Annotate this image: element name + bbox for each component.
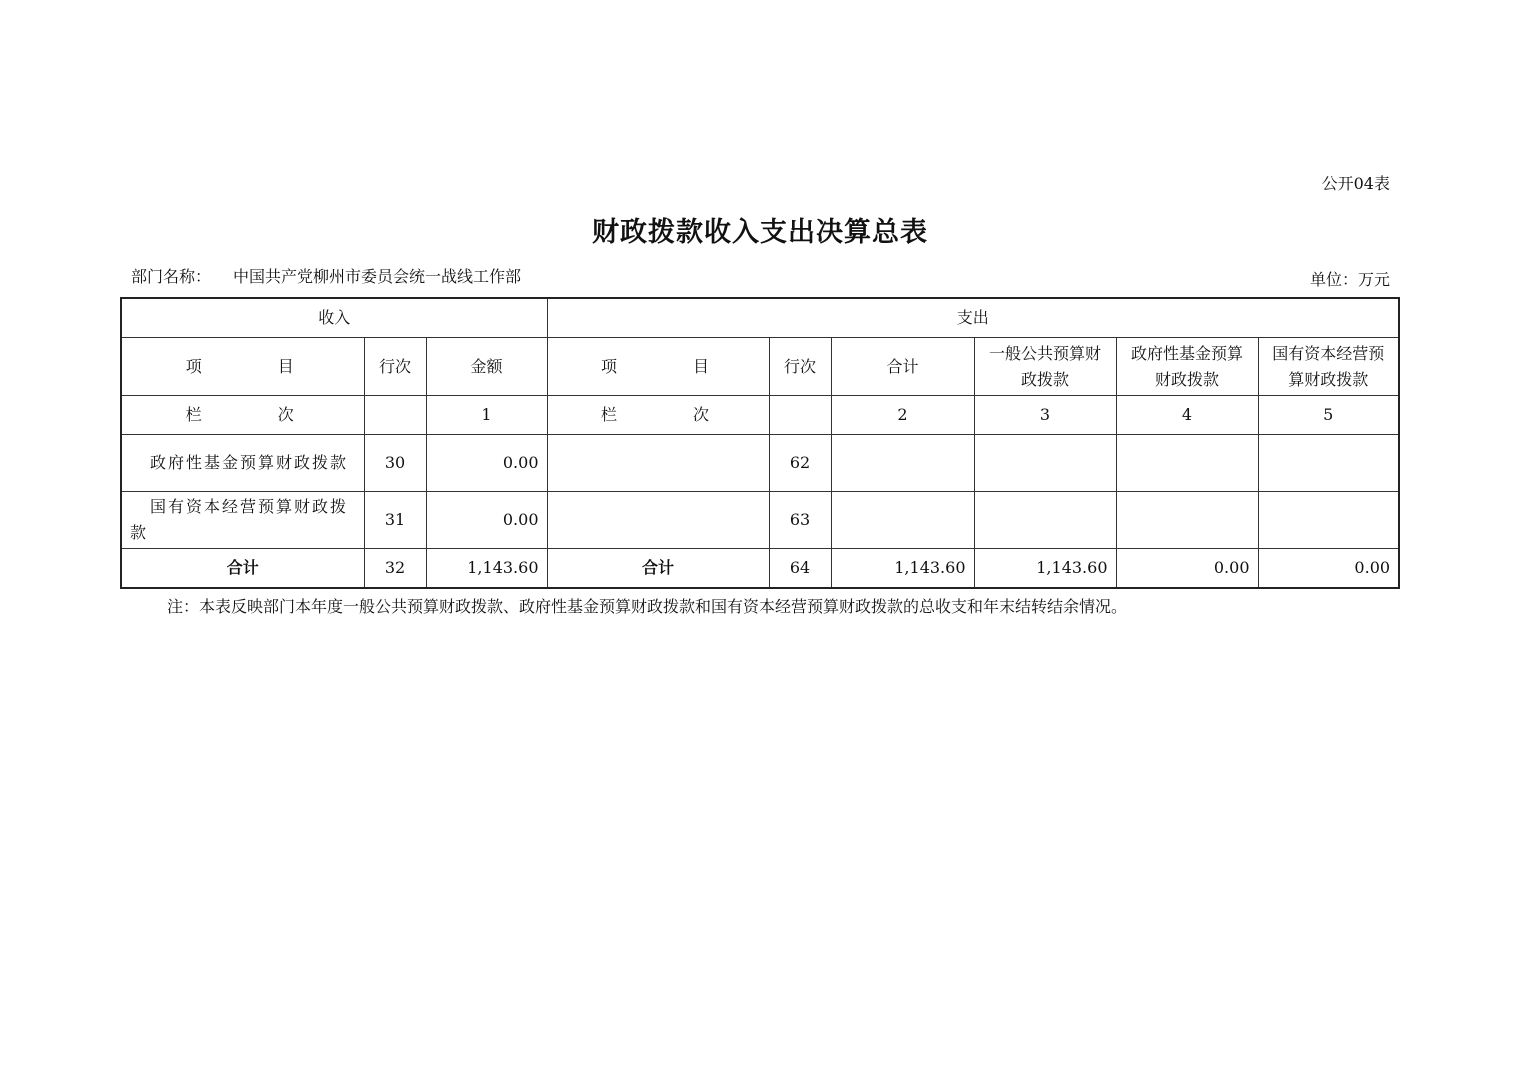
income-row-number: 30 xyxy=(364,435,426,492)
appropriation-table xyxy=(120,297,1400,589)
total-cell xyxy=(831,492,974,549)
unit-label: 单位：万元 xyxy=(1309,270,1390,289)
income-item-header: 项 目 xyxy=(121,338,364,396)
column-number-row xyxy=(121,396,1399,435)
column-header-row xyxy=(121,338,1399,396)
department-name: 中国共产党柳州市委员会统一战线工作部 xyxy=(233,267,522,286)
income-amount-header: 金额 xyxy=(426,338,547,396)
general-sum: 1,143.60 xyxy=(974,549,1116,589)
expense-total-row-number: 64 xyxy=(769,549,831,589)
general-cell xyxy=(974,492,1116,549)
total-cell xyxy=(831,435,974,492)
expense-item xyxy=(547,492,769,549)
department-label: 部门名称： xyxy=(131,267,212,286)
column-number-3: 3 xyxy=(974,396,1116,435)
general-cell xyxy=(974,435,1116,492)
income-amount: 0.00 xyxy=(426,492,547,549)
expense-row-number: 63 xyxy=(769,492,831,549)
income-row-header: 行次 xyxy=(364,338,426,396)
table-row xyxy=(121,435,1399,492)
table-row xyxy=(121,492,1399,549)
state-sum: 0.00 xyxy=(1258,549,1399,589)
fund-cell xyxy=(1116,492,1258,549)
fund-sum: 0.00 xyxy=(1116,549,1258,589)
fund-budget-header: 政府性基金预算财政拨款 xyxy=(1116,338,1258,396)
income-header: 收入 xyxy=(121,298,547,338)
expense-item-header: 项 目 xyxy=(547,338,769,396)
total-header: 合计 xyxy=(831,338,974,396)
fund-cell xyxy=(1116,435,1258,492)
income-amount: 0.00 xyxy=(426,435,547,492)
page-title: 财政拨款收入支出决算总表 xyxy=(592,217,928,248)
column-number-4: 4 xyxy=(1116,396,1258,435)
column-label: 栏 次 xyxy=(547,396,769,435)
column-number-5: 5 xyxy=(1258,396,1399,435)
total-row xyxy=(121,549,1399,589)
state-cell xyxy=(1258,435,1399,492)
column-label: 栏 次 xyxy=(121,396,364,435)
income-total-row-number: 32 xyxy=(364,549,426,589)
income-total-amount: 1,143.60 xyxy=(426,549,547,589)
column-number-1: 1 xyxy=(426,396,547,435)
section-header-row xyxy=(121,298,1399,338)
state-cell xyxy=(1258,492,1399,549)
income-item: 国有资本经营预算财政拨款 xyxy=(121,492,364,549)
department-line xyxy=(131,264,521,287)
income-item: 政府性基金预算财政拨款 xyxy=(121,435,364,492)
column-number-blank xyxy=(364,396,426,435)
state-capital-header: 国有资本经营预算财政拨款 xyxy=(1258,338,1399,396)
table-note: 注：本表反映部门本年度一般公共预算财政拨款、政府性基金预算财政拨款和国有资本经营预算财政拨款的总收支和年末结转结余情况。 xyxy=(167,597,1128,616)
expense-total-label: 合计 xyxy=(547,549,769,589)
column-number-2: 2 xyxy=(831,396,974,435)
column-number-blank xyxy=(769,396,831,435)
form-number: 公开04表 xyxy=(1321,174,1390,193)
expense-item xyxy=(547,435,769,492)
total-sum: 1,143.60 xyxy=(831,549,974,589)
expense-row-header: 行次 xyxy=(769,338,831,396)
income-total-label: 合计 xyxy=(121,549,364,589)
income-row-number: 31 xyxy=(364,492,426,549)
general-budget-header: 一般公共预算财政拨款 xyxy=(974,338,1116,396)
expense-row-number: 62 xyxy=(769,435,831,492)
expense-header: 支出 xyxy=(547,298,1399,338)
